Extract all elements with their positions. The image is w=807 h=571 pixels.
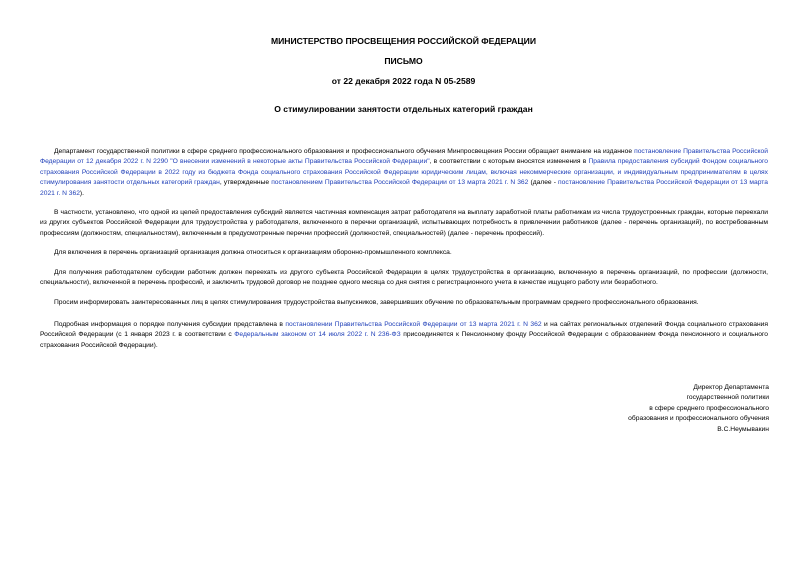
p6-text-2: и на сайтах региональных отделений Фонда социального страхования Российской Федерации (с 1 января 2023 г. в соответствии с (40, 321, 768, 339)
paragraph-4: Для получения работодателем субсидии работник должен переехать из другого субъекта Российской Федерации в целях трудоустройства в организацию, включенную в перечень организаций, по профессии (должности, специальности), включенной в перечень профессий, и заключить трудовой договор не позднее одного месяца со дня снятия с регистрационного учета в качестве ищущего работу или безработного. (40, 269, 768, 287)
p1-text-4: (далее - (528, 179, 559, 187)
signature-line-2: государственной политики (686, 394, 769, 402)
link-federal-law-236[interactable]: Федеральным законом от 14 июля 2022 г. N 236-ФЗ (234, 331, 401, 339)
p1-text-1: Департамент государственной политики в сфере среднего профессионального образования и профессионального обучения Минпросвещения России обращает внимание на изданное (54, 148, 635, 155)
document-date-number: от 22 декабря 2022 года N 05-2589 (331, 76, 476, 86)
link-pravila-subsidiy[interactable]: Правила предоставления субсидий Фондом социального страхования Российской Федерации в 2022 году из бюджета Фонда социального страхования Российской Федерации юридическим лицам, включая некоммерческие организации, и индивидуальным предпринимателям в целях стимулирования занятости отдельных категорий граждан (40, 158, 768, 187)
signature-line-1: Директор Департамента (693, 384, 769, 391)
paragraph-1 (40, 147, 768, 199)
link-postanovlenie-362-info[interactable]: постановлении Правительства Российской Федерации от 13 марта 2021 г. N 362 (285, 321, 542, 328)
signature-line-4: образования и профессионального обучения (628, 415, 769, 423)
signature-line-3: в сфере среднего профессионального (649, 404, 769, 412)
ministry-title: МИНИСТЕРСТВО ПРОСВЕЩЕНИЯ РОССИЙСКОЙ ФЕДЕРАЦИИ (270, 36, 537, 46)
p6-text-3: присоединяется к Пенсионному фонду Российской Федерации с образованием Фонда пенсионного и социального страхования Российской Федерации). (40, 331, 768, 349)
paragraph-5: Просим информировать заинтересованных лиц в целях стимулирования трудоустройства выпускников, завершивших обучение по образовательным программам среднего профессионального образования. (54, 299, 699, 306)
p6-text-1: Подробная информация о порядке получения субсидии представлена в (54, 321, 286, 328)
paragraph-3: Для включения в перечень организаций организация должна относиться к организациям оборонно-промышленного комплекса. (54, 249, 452, 256)
p1-text-5: ). (79, 189, 85, 197)
link-postanovlenie-362-alias[interactable]: постановление Правительства Российской Федерации от 13 марта 2021 г. N 362 (40, 179, 768, 197)
paragraph-2: В частности, установлено, что одной из целей предоставления субсидий является частичная компенсация затрат работодателя на выплату заработной платы работникам из числа трудоустроенных граждан, которые переехали из других субъектов Российской Федерации для трудоустройства у работодателя, включенного в перечни организаций, испытывающих потребность в привлечении работников (далее - перечень организаций), по востребованным профессиям (должностям, специальностям), включенным в предусмотренные перечни профессий (должностей, специальностей) (далее - перечень профессий). (40, 209, 768, 237)
link-postanovlenie-2290[interactable]: постановление Правительства Российской Федерации от 12 декабря 2022 г. N 2290 "О внесении изменений в некоторые акты Правительства Российской Федерации" (40, 148, 768, 166)
signature-name: В.С.Неумывакин (717, 425, 769, 433)
p1-text-3: , утвержденные (219, 179, 272, 187)
document-type: ПИСЬМО (384, 56, 423, 66)
signature-block (628, 383, 769, 435)
p1-text-2: , в соответствии с которым вносятся изменения в (429, 158, 589, 166)
paragraph-6 (40, 320, 768, 351)
link-postanovlenie-362[interactable]: постановлением Правительства Российской Федерации от 13 марта 2021 г. N 362 (271, 179, 529, 187)
document-subject: О стимулировании занятости отдельных категорий граждан (274, 104, 533, 114)
